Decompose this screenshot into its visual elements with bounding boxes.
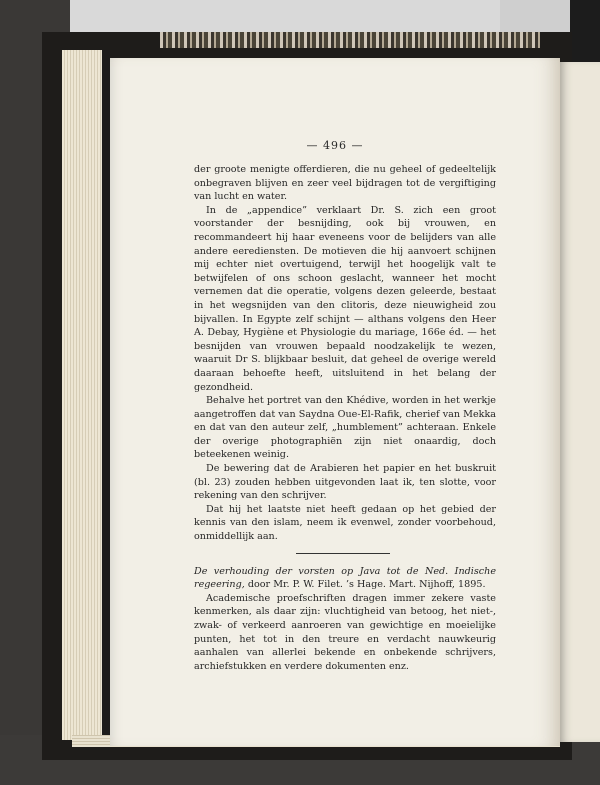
facing-page — [560, 62, 600, 742]
paragraph-2: In de „appendice” verklaart Dr. S. zich een groot voorstander der besnijding, ook bij vrouwen, en recommandeert hij haar eveneens voor de belijders van alle andere eerediensten. De motieven die hij aanvoert schijnen mij echter niet overtuigend, terwijl het hoogelijk valt te betwijfelen of ons schoon geslacht, wanneer het mocht vernemen dat die operatie, volgens dezen geleerde, bestaat in het wegsnijden van den clitoris, deze nieuwigheid zou bijvallen. In Egypte zelf schijnt — althans volgens den Heer A. Debay, Hygiène et Physiologie du mariage, 166e éd. — het besnijden van vrouwen bepaald noodzakelijk te wezen, waaruit Dr S. blijkbaar besluit, dat geheel de overige wereld daaraan behoefte heeft, uitsluitend in het belang der gezondheid. — [194, 204, 496, 393]
section-divider — [296, 553, 390, 554]
paragraph-3: Behalve het portret van den Khédive, worden in het werkje aangetroffen dat van Saydna Oue-El-Rafik, cherief van Mekka en dat van den auteur zelf, „humblement” achteraan. Enkele der overige photographiën zijn niet onaardig, doch beteekenen weinig. — [194, 395, 496, 461]
review-heading — [194, 565, 496, 592]
paragraph-4: De bewering dat de Arabieren het papier en het buskruit (bl. 23) zouden hebben uitgevonden laat ik, ten slotte, voor rekening van den schrijver. — [194, 463, 496, 502]
review-title: De verhouding der vorsten op Java tot de Ned. Indische regeering, — [194, 565, 496, 591]
closing-paragraph: Academische proefschriften dragen immer zekere vaste kenmerken, als daar zijn: vluchtigheid van betoog, het niet-, zwak- of verkeerd aanroeren van gewichtige en moeielijke punten, het tot in den treure en verdacht nauwkeurig aanhalen van allerlei bekende en onbekende schrijvers, archiefstukken en verdere dokumenten enz. — [194, 592, 496, 672]
paragraph-1: der groote menigte offerdieren, die nu geheel of gedeeltelijk onbegraven blijven en zeer veel bijdragen tot de vergiftiging van lucht en water. — [194, 164, 496, 203]
book-page — [110, 58, 560, 746]
review-author: door Mr. P. W. Filet. ’s Hage. Mart. Nijhoff, 1895. — [247, 579, 486, 591]
marbled-edge — [160, 32, 540, 48]
page-number: — 496 — — [306, 139, 364, 152]
page-block-edge — [62, 50, 102, 740]
page-text — [194, 163, 496, 673]
paragraph-5: Dat hij het laatste niet heeft gedaan op het gebied der kennis van den islam, neem ik evenwel, zonder voorbehoud, onmiddellijk aan. — [194, 503, 496, 543]
